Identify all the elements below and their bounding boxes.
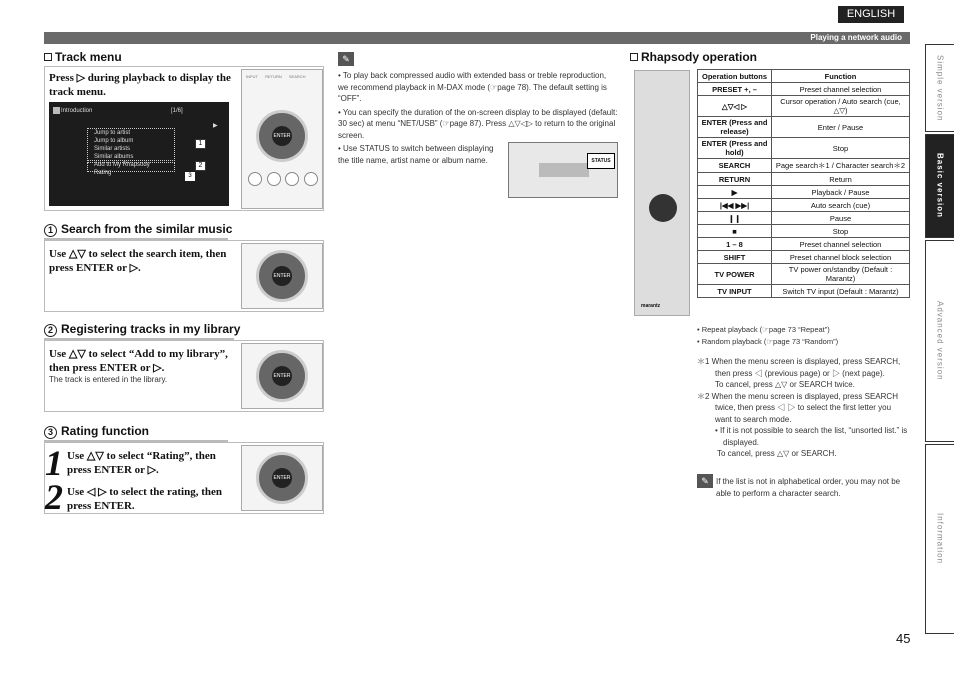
operation-button-cell: SEARCH: [698, 159, 772, 173]
search-similar-box: [44, 240, 324, 312]
remote-transport: [248, 172, 318, 186]
tab-basic-version[interactable]: [925, 134, 954, 238]
enter-button: ENTER: [272, 266, 292, 286]
table-row: [698, 251, 910, 264]
enter-button: ENTER: [272, 366, 292, 386]
table-row: [698, 238, 910, 251]
tab-label: Basic version: [935, 153, 945, 219]
operation-button-cell: ENTER (Press and release): [698, 117, 772, 138]
table-header-cell: Operation buttons: [698, 70, 772, 83]
checkbox-icon: [44, 53, 52, 61]
table-row: [698, 96, 910, 117]
screen-menu-item: Jump to album: [94, 138, 134, 144]
footnote: ＊2 When the menu screen is displayed, press SEARCH twice, then press ◁ ▷ to select the first letter you want to search mode.: [697, 391, 898, 424]
screen-menu-item: Jump to artist: [94, 130, 131, 136]
function-cell: Auto search (cue): [772, 199, 910, 212]
tab-label: Advanced version: [935, 301, 945, 381]
track-menu-box: [44, 66, 324, 211]
note-icon: ✎: [697, 474, 713, 488]
rhapsody-heading: Rhapsody operation: [630, 50, 757, 64]
function-cell: Preset channel block selection: [772, 251, 910, 264]
screen-menu-item: Rating: [94, 170, 112, 176]
callout-3: 3: [185, 172, 195, 181]
remote-cursor-pad: [649, 194, 677, 222]
table-row: [698, 159, 910, 173]
note-icon: ✎: [338, 52, 354, 66]
operation-button-cell: PRESET +, –: [698, 83, 772, 96]
cursor-pad: [256, 250, 308, 302]
operation-button-cell: ENTER (Press and hold): [698, 138, 772, 159]
function-cell: Cursor operation / Auto search (cue, △▽): [772, 96, 910, 117]
remote-illustration: [241, 243, 323, 309]
rhapsody-table: [697, 69, 910, 298]
function-cell: Stop: [772, 225, 910, 238]
page-number: 45: [896, 631, 911, 646]
rating-box: [44, 442, 324, 517]
function-cell: Switch TV input (Default : Marantz): [772, 285, 910, 298]
footnotes: [697, 356, 910, 460]
table-header-cell: Function: [772, 70, 910, 83]
table-row: [698, 138, 910, 159]
note-item: • To play back compressed audio with extended bass or treble reproduction, we recommend playback in M-DAX mode (☞page 78). The default setting is “OFF”.: [338, 71, 607, 103]
ref-item: • Repeat playback (☞page 73 “Repeat”): [697, 325, 830, 334]
play-icon: ▶: [213, 123, 218, 129]
operation-button-cell: △▽◁ ▷: [698, 96, 772, 117]
table-row: [698, 173, 910, 186]
track-menu-screen: [49, 102, 229, 206]
table-header-row: [698, 70, 910, 83]
remote-illustration: [241, 69, 323, 209]
screen-menu-item: Add to My Rhapsody: [94, 162, 150, 168]
cursor-pad: [256, 110, 308, 162]
note-item: • Use STATUS to switch between displaying the title name, artist name or album name.: [338, 144, 494, 165]
screen-title: Introduction: [61, 108, 93, 114]
remote-row: INPUT RETURN SEARCH: [246, 74, 306, 79]
checkbox-icon: [630, 53, 638, 61]
screen-page: [1/6]: [171, 108, 183, 114]
operation-button-cell: 1 – 8: [698, 238, 772, 251]
search-similar-heading: 1 Search from the similar music: [44, 222, 228, 240]
remote-illustration: [241, 343, 323, 409]
operation-button-cell: SHIFT: [698, 251, 772, 264]
enter-button: ENTER: [272, 126, 292, 146]
enter-button: ENTER: [272, 468, 292, 488]
language-badge: ENGLISH: [838, 6, 904, 23]
tab-label: Information: [935, 513, 945, 565]
step-number: 1: [45, 443, 63, 483]
rating-step-2: Use ◁ ▷ to select the rating, then press ENTER.: [67, 486, 222, 512]
table-row: [698, 285, 910, 298]
function-cell: Playback / Pause: [772, 186, 910, 199]
table-row: [698, 186, 910, 199]
operation-button-cell: ■: [698, 225, 772, 238]
rating-heading: 3 Rating function: [44, 424, 228, 442]
note-item: • You can specify the duration of the on-screen display to be displayed (default: 30 sec) at menu “NET/USB” (☞page 87). Press △▽◁▷ to return to the original screen.: [338, 107, 618, 140]
step-number: 2: [45, 477, 63, 517]
status-button: STATUS: [587, 153, 615, 169]
register-text: Use △▽ to select “Add to my library”, then press ENTER or ▷.: [49, 348, 228, 374]
cursor-pad: [256, 350, 308, 402]
receiver-illustration: [508, 142, 618, 198]
table-row: [698, 117, 910, 138]
function-cell: Page search＊1 / Character search＊2: [772, 159, 910, 173]
table-row: [698, 212, 910, 225]
table-row: [698, 199, 910, 212]
register-note: The track is entered in the library.: [49, 375, 168, 384]
footnote: ＊1 When the menu screen is displayed, press SEARCH, then press ◁ (previous page) or ▷ (next page).: [697, 357, 901, 378]
footnote: To cancel, press △▽ or SEARCH twice.: [715, 380, 855, 389]
tab-advanced-version[interactable]: [925, 240, 954, 442]
function-cell: Preset channel selection: [772, 83, 910, 96]
tab-label: Simple version: [935, 54, 945, 122]
remote-brand: marantz: [641, 303, 661, 309]
function-cell: Enter / Pause: [772, 117, 910, 138]
function-cell: Return: [772, 173, 910, 186]
footnote: • If it is not possible to search the list, “unsorted list.” is displayed.: [715, 426, 908, 447]
function-cell: Preset channel selection: [772, 238, 910, 251]
full-remote-illustration: [634, 70, 690, 316]
operation-button-cell: RETURN: [698, 173, 772, 186]
rhapsody-refs: [697, 324, 910, 347]
operation-button-cell: TV POWER: [698, 264, 772, 285]
tab-simple-version[interactable]: [925, 44, 954, 132]
table-row: [698, 264, 910, 285]
operation-button-cell: TV INPUT: [698, 285, 772, 298]
ref-item: • Random playback (☞page 73 “Random”): [697, 336, 839, 346]
rating-step-1: Use △▽ to select “Rating”, then press ENTER or ▷.: [67, 450, 216, 476]
track-menu-instruction: Press ▷ during playback to display the track menu.: [49, 72, 231, 98]
table-row: [698, 225, 910, 238]
section-header-bar: Playing a network audio: [44, 32, 910, 44]
receiver-display: [539, 163, 589, 177]
register-heading: 2 Registering tracks in my library: [44, 322, 234, 340]
function-cell: Pause: [772, 212, 910, 225]
footnote: To cancel, press △▽ or SEARCH.: [717, 449, 837, 458]
rhapsody-icon: [53, 107, 60, 114]
operation-button-cell: ▶: [698, 186, 772, 199]
function-cell: Stop: [772, 138, 910, 159]
function-cell: TV power on/standby (Default : Marantz): [772, 264, 910, 285]
callout-1: 1: [195, 139, 206, 149]
search-similar-text: Use △▽ to select the search item, then press ENTER or ▷.: [49, 248, 227, 274]
screen-menu-list: [94, 129, 150, 177]
rhapsody-tip: If the list is not in alphabetical order, you may not be able to perform a character search.: [716, 477, 901, 498]
register-box: [44, 340, 324, 412]
tab-information[interactable]: [925, 444, 954, 634]
operation-button-cell: |◀◀ ▶▶|: [698, 199, 772, 212]
callout-2: 2: [195, 161, 206, 171]
table-row: [698, 83, 910, 96]
remote-illustration: [241, 445, 323, 511]
cursor-pad: [256, 452, 308, 504]
track-menu-heading: Track menu: [44, 50, 122, 64]
screen-menu-item: Similar albums: [94, 154, 134, 160]
screen-menu-item: Similar artists: [94, 146, 131, 152]
operation-button-cell: ❙❙: [698, 212, 772, 225]
